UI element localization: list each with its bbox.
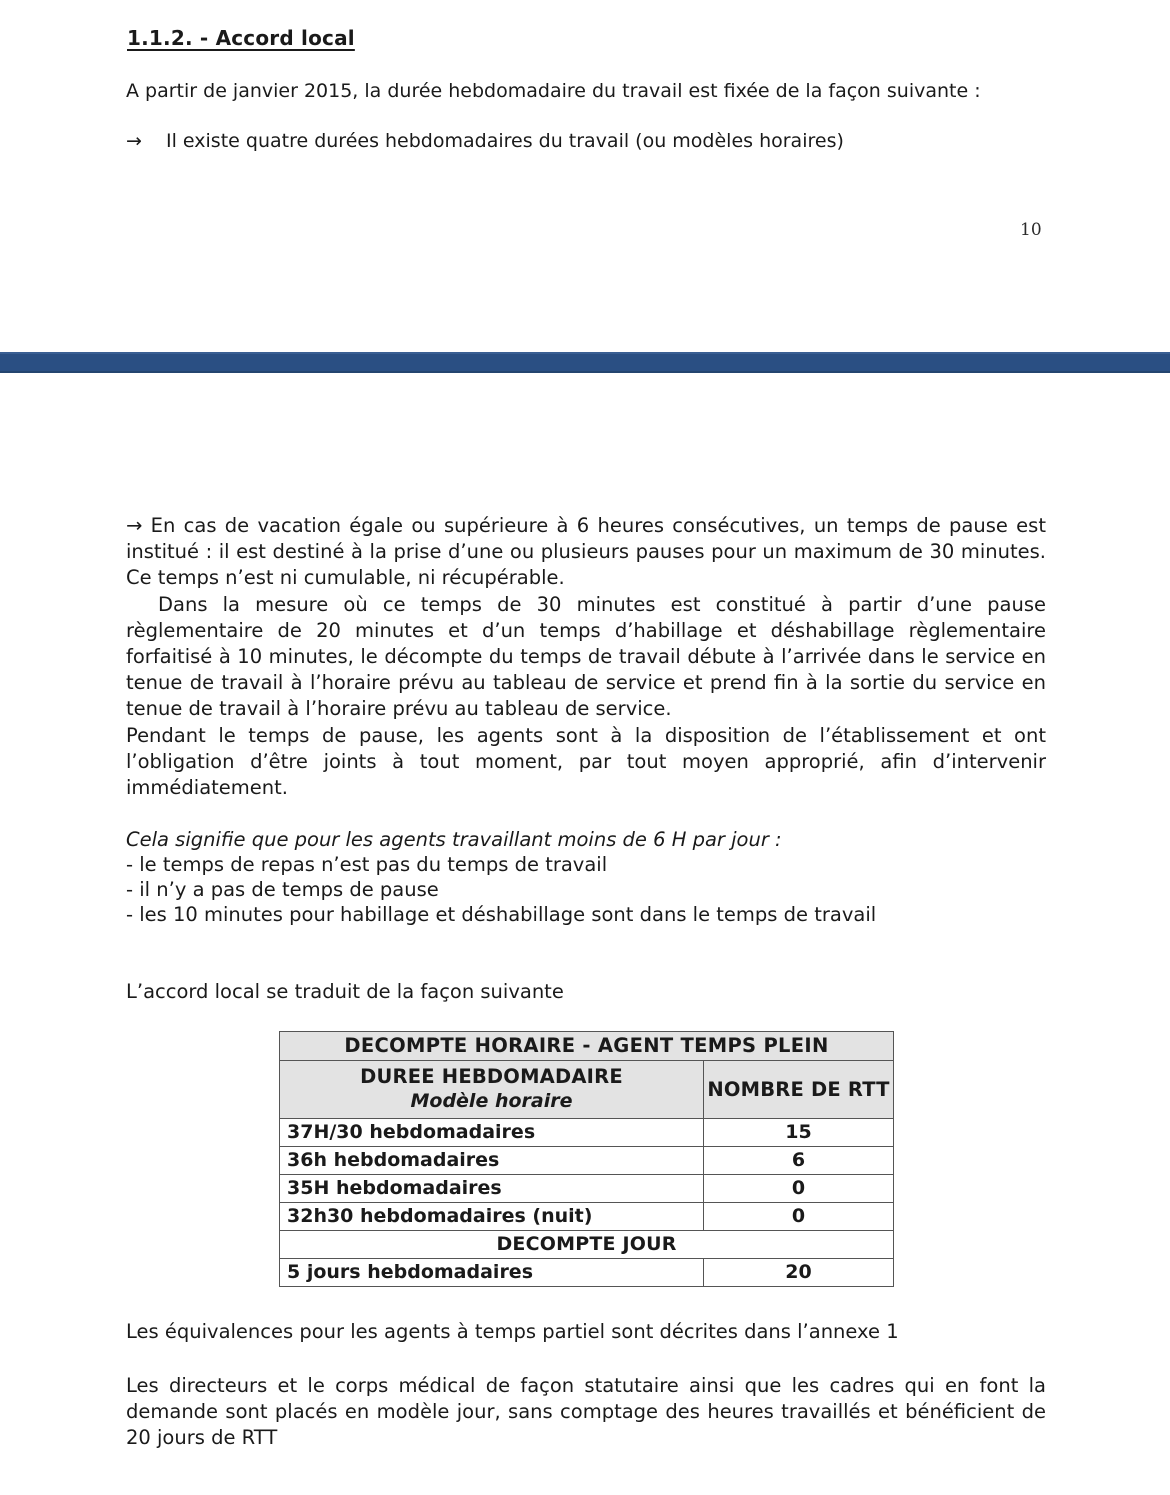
table-cell-label: 5 jours hebdomadaires [280,1259,704,1287]
table-row [280,1259,894,1287]
table-row [280,1032,894,1061]
closing-paragraph-2-wrapper [126,1373,1046,1452]
page-number: 10 [1020,220,1042,240]
table-cell-label: 37H/30 hebdomadaires [280,1119,704,1147]
table-cell-value: 0 [704,1175,894,1203]
table-header-duree-line2: Modèle horaire [410,1090,573,1112]
note-title: Cela signifie que pour les agents travaillant moins de 6 H par jour : [126,828,782,851]
accord-lead-in-text: L’accord local se traduit de la façon suivante [126,980,564,1003]
note-item: - les 10 minutes pour habillage et déshabillage sont dans le temps de travail [126,903,877,926]
table-cell-value: 0 [704,1203,894,1231]
table-header-duree-line1: DUREE HEBDOMADAIRE [360,1065,623,1088]
table-row [280,1061,894,1119]
note-item: - le temps de repas n’est pas du temps de travail [126,853,608,876]
body-paragraph-1: → En cas de vacation égale ou supérieure à 6 heures consécutives, un temps de pause est institué : il est destiné à la prise d’une ou plusieurs pauses pour un maximum de 30 minutes. Ce temps n’est ni cumulable, ni récupérable. [126,514,1046,590]
table-row [280,1203,894,1231]
arrow-right-icon: → [126,130,142,152]
closing-paragraph-1: Les équivalences pour les agents à temps partiel sont décrites dans l’annexe 1 [126,1320,899,1343]
table-row [280,1175,894,1203]
table-row [280,1147,894,1175]
note-block [126,827,1046,927]
table-header-duree [280,1061,704,1119]
table-section-row [280,1231,894,1259]
main-body-text [126,513,1046,801]
body-paragraph-2: Dans la mesure où ce temps de 30 minutes est constitué à partir d’une pause règlementaire de 20 minutes et d’un temps d’habillage et déshabillage règlementaire forfaitisé à 10 minutes, le décompte du temps de travail débute à l’arrivée dans le service en tenue de travail à l’horaire prévu au tableau de service et prend fin à la sortie du service en tenue de travail à l’horaire prévu au tableau de service. [126,592,1046,721]
table-cell-value: 20 [704,1259,894,1287]
section-separator-band [0,352,1170,373]
table-cell-label: 36h hebdomadaires [280,1147,704,1175]
note-item: - il n’y a pas de temps de pause [126,878,439,901]
table-title-cell: DECOMPTE HORAIRE - AGENT TEMPS PLEIN [280,1032,894,1061]
intro-paragraph: A partir de janvier 2015, la durée hebdomadaire du travail est fixée de la façon suivante : [126,80,981,102]
table-cell-value: 15 [704,1119,894,1147]
arrow-bullet-item [126,130,844,152]
table-row [280,1119,894,1147]
table-cell-label: 35H hebdomadaires [280,1175,704,1203]
closing-paragraph-2: Les directeurs et le corps médical de façon statutaire ainsi que les cadres qui en font la demande sont placés en modèle jour, sans comptage des heures travaillés et bénéficient de 20 jours de RTT [126,1374,1046,1450]
body-paragraph-3: Pendant le temps de pause, les agents sont à la disposition de l’établissement et ont l’obligation d’être joints à tout moment, par tout moyen approprié, afin d’intervenir immédiatement. [126,723,1046,800]
table-cell-label: 32h30 hebdomadaires (nuit) [280,1203,704,1231]
table-cell-value: 6 [704,1147,894,1175]
table-header-rtt: NOMBRE DE RTT [704,1061,894,1119]
decompte-horaire-table [279,1031,894,1287]
arrow-bullet-label: Il existe quatre durées hebdomadaires du travail (ou modèles horaires) [166,130,844,152]
table-section-title: DECOMPTE JOUR [280,1231,894,1259]
page-title: 1.1.2. - Accord local [127,26,355,50]
